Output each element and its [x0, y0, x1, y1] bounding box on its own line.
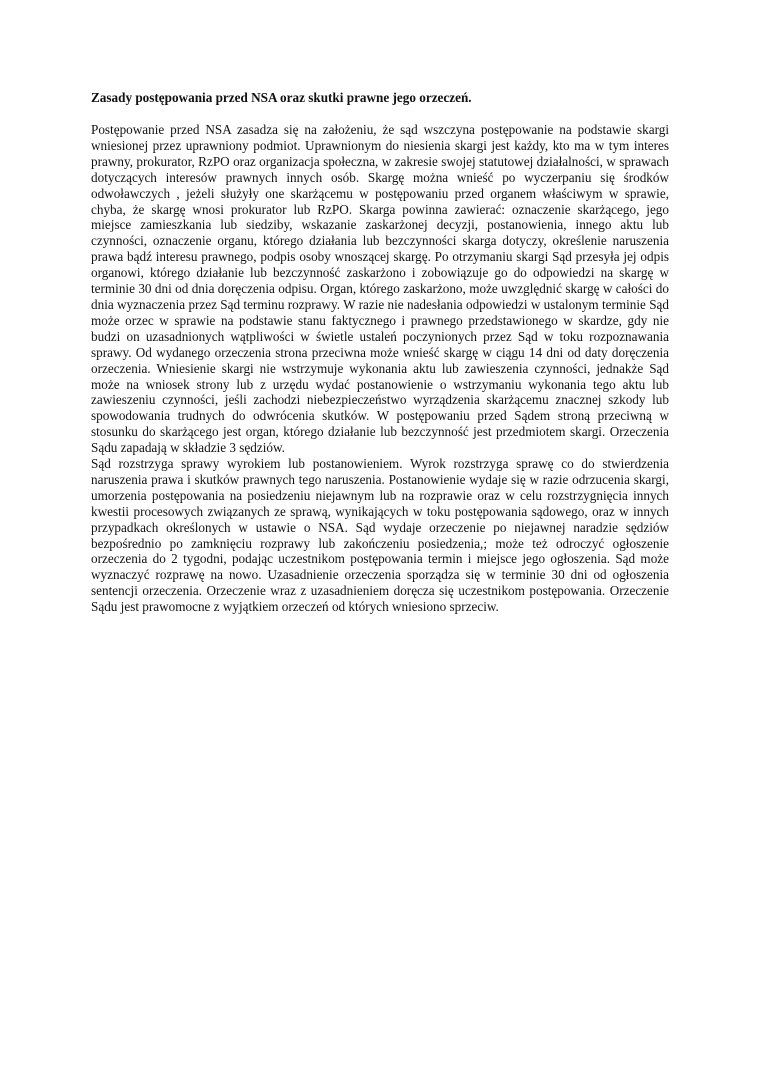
document-title: Zasady postępowania przed NSA oraz skutki prawne jego orzeczeń.	[91, 90, 472, 105]
document-body	[91, 90, 669, 615]
paragraph-1: Postępowanie przed NSA zasadza się na założeniu, że sąd wszczyna postępowanie na podstawie skargi wniesionej przez uprawniony podmiot. Uprawnionym do niesienia skargi jest każdy, kto ma w tym interes prawny, prokurator, RzPO oraz organizacja społeczna, w zakresie swojej statutowej działalności, w sprawach dotyczących interesów prawnych innych osób. Skargę można wnieść po wyczerpaniu się środków odwoławczych , jeżeli służyły one skarżącemu w postępowaniu przed organem właściwym w sprawie, chyba, że skargę wnosi prokurator lub RzPO. Skarga powinna zawierać: oznaczenie skarżącego, jego miejsce zamieszkania lub siedziby, wskazanie zaskarżonej decyzji, postanowienia, innego aktu lub czynności, oznaczenie organu, którego działania lub bezczynności skarga dotyczy, określenie naruszenia prawa bądź interesu prawnego, podpis osoby wnoszącej skargę. Po otrzymaniu skargi Sąd przesyła jej odpis organowi, którego działanie lub bezczynność zaskarżono i zobowiązuje go do odpowiedzi na skargę w terminie 30 dni od dnia doręczenia odpisu. Organ, którego zaskarżono, może uwzględnić skargę w całości do dnia wyznaczenia przez Sąd terminu rozprawy. W razie nie nadesłania odpowiedzi w ustalonym terminie Sąd może orzec w sprawie na podstawie stanu faktycznego i prawnego przedstawionego w skardze, gdy nie budzi on uzasadnionych wątpliwości w świetle ustaleń poczynionych przez Sąd w toku rozpoznawania sprawy. Od wydanego orzeczenia strona przeciwna może wnieść skargę w ciągu 14 dni od daty doręczenia orzeczenia. Wniesienie skargi nie wstrzymuje wykonania aktu lub zawieszenia czynności, jednakże Sąd może na wniosek strony lub z urzędu wydać postanowienie o wstrzymaniu wykonania tego aktu lub zawieszeniu czynności, jeśli zachodzi niebezpieczeństwo wyrządzenia skarżącemu znacznej szkody lub spowodowania trudnych do odwrócenia skutków. W postępowaniu przed Sądem stroną przeciwną w stosunku do skarżącego jest organ, którego działanie lub bezczynność jest przedmiotem skargi. Orzeczenia Sądu zapadają w składzie 3 sędziów.	[91, 122, 669, 456]
paragraph-2: Sąd rozstrzyga sprawy wyrokiem lub postanowieniem. Wyrok rozstrzyga sprawę co do stwierdzenia naruszenia prawa i skutków prawnych tego naruszenia. Postanowienie wydaje się w razie odrzucenia skargi, umorzenia postępowania na posiedzeniu niejawnym lub na rozprawie oraz w celu rozstrzygnięcia innych kwestii procesowych związanych ze sprawą, wynikających w toku postępowania sądowego, oraz w innych przypadkach określonych w ustawie o NSA. Sąd wydaje orzeczenie po niejawnej naradzie sędziów bezpośrednio po zamknięciu rozprawy lub zakończeniu posiedzenia,; może też odroczyć ogłoszenie orzeczenia do 2 tygodni, podając uczestnikom postępowania termin i miejsce jego ogłoszenia. Sąd może wyznaczyć rozprawę na nowo. Uzasadnienie orzeczenia sporządza się w terminie 30 dni od ogłoszenia sentencji orzeczenia. Orzeczenie wraz z uzasadnieniem doręcza się uczestnikom postępowania. Orzeczenie Sądu jest prawomocne z wyjątkiem orzeczeń od których wniesiono sprzeciw.	[91, 456, 669, 615]
